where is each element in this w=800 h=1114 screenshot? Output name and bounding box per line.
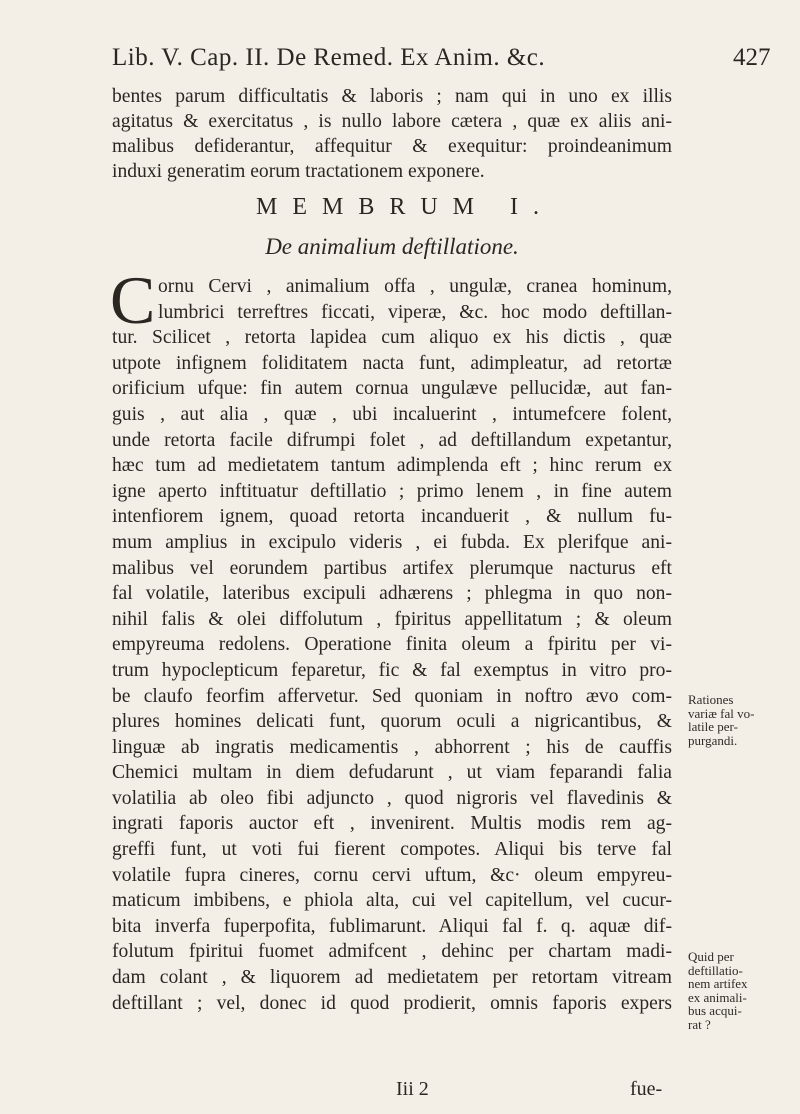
text-line: trum hypoclepticum feparetur, fic & fal exemptus in vitro pro- — [112, 659, 672, 681]
running-head: Lib. V. Cap. II. De Remed. Ex Anim. &c. — [112, 44, 546, 71]
text-line: empyreuma redolens. Operatione finita oleum a fpiritu per vi- — [112, 634, 672, 656]
margin-note-line: variæ fal vo- — [688, 705, 755, 721]
margin-note-line: Rationes — [688, 692, 734, 707]
text-line: linguæ ab ingratis medicamentis , abhorrent ; his de cauffis — [112, 736, 672, 758]
text-line: intenfiorem ignem, quoad retorta incanduerit , & nullum fu- — [112, 506, 672, 528]
margin-note-line: nem artifex — [688, 976, 748, 991]
text-line: volatilia ab oleo fibi adjuncto , quod nigroris vel flavedinis & — [112, 787, 672, 809]
text-line: maticum imbibens, e phiola alta, cui vel capitellum, vel cucur- — [112, 890, 672, 912]
page-number: 427 — [733, 44, 771, 71]
margin-note — [688, 693, 798, 747]
text-line: be claufo feorfim affervetur. Sed quoniam in noftro ævo com- — [112, 685, 672, 707]
text-line: folutum fpiritui fuomet admifcent , dehinc per chartam madi- — [112, 941, 672, 963]
main-paragraph — [112, 274, 672, 1016]
text-line: utpote infignem foliditatem nacta funt, adimpleatur, ad retortæ — [112, 352, 672, 374]
margin-note-line: latile per- — [688, 719, 738, 734]
text-line: agitatus & exercitatus , is nullo labore cætera , quæ ex aliis ani- — [112, 111, 672, 132]
text-line: malibus vel eorundem partibus artifex plerumque nacturus eft — [112, 557, 672, 579]
text-line: tur. Scilicet , retorta lapidea cum aliquo ex his dictis , quæ — [112, 327, 672, 349]
text-line: malibus defiderantur, affequitur & exequitur: proindeanimum — [112, 136, 672, 157]
margin-note-line: bus acqui- — [688, 1003, 742, 1018]
text-line: bita inverfa fuperpofita, fublimarunt. Aliqui fal f. q. aquæ dif- — [112, 915, 672, 937]
text-line: igne aperto inftituatur deftillatio ; primo lenem , in fine autem — [112, 480, 672, 502]
text-line: orificium ufque: fin autem cornua ungulæve pellucidæ, aut fan- — [112, 378, 672, 400]
text-line: ornu Cervi , animalium offa , ungulæ, cranea hominum, — [158, 276, 672, 297]
text-line: mum amplius in excipulo videris , ei fubda. Ex plerifque ani- — [112, 531, 672, 553]
catchword: fue- — [630, 1078, 663, 1100]
text-line: unde retorta facile difrumpi folet , ad deftillandum expetantur, — [112, 429, 672, 451]
text-line: dam colant , & liquorem ad medietatem per retortam vitream — [112, 967, 672, 989]
text-line: lumbrici terreftres ficcati, viperæ, &c. hoc modo deftillan- — [158, 301, 672, 323]
text-line: deftillant ; vel, donec id quod prodierit, omnis faporis expers — [112, 992, 672, 1014]
text-line: induxi generatim eorum tractationem exponere. — [112, 161, 485, 182]
section-title: MEMBRUM I. — [255, 194, 555, 220]
signature-mark: Iii 2 — [396, 1078, 429, 1100]
text-line: ingrati faporis auctor eft , invenirent. Multis modis rem ag- — [112, 813, 672, 835]
section-subtitle: De animalium deftillatione. — [265, 234, 519, 259]
text-line: greffi funt, ut voti fui fierent compotes. Aliqui bis terve fal — [112, 839, 672, 861]
margin-note-line: Quid per — [688, 949, 734, 964]
margin-note-line: deftillatio- — [688, 962, 743, 978]
text-line: guis , aut alia , quæ , ubi incaluerint , intumefcere folent, — [112, 403, 672, 425]
margin-note-line: purgandi. — [688, 732, 738, 748]
text-line: hæc tum ad medietatem tantum adimplenda eft ; hinc rerum ex — [112, 455, 672, 477]
text-line: nihil falis & olei diffolutum , fpiritus appellitatum ; & oleum — [112, 608, 672, 630]
margin-note-line: ex animali- — [688, 989, 747, 1005]
intro-paragraph — [112, 84, 672, 184]
text-line: Chemici multam in diem defudarunt , ut viam feparandi falia — [112, 762, 672, 784]
margin-note — [688, 950, 798, 1031]
text-line: bentes parum difficultatis & laboris ; nam qui in uno ex illis — [112, 86, 672, 107]
drop-cap: C — [110, 262, 156, 338]
text-line: volatile fupra cineres, cornu cervi uftum, &c· oleum empyreu- — [112, 864, 672, 886]
margin-note-line: rat ? — [688, 1016, 711, 1032]
text-line: plures homines delicati funt, quorum oculi a nigricantibus, & — [112, 711, 672, 733]
text-line: fal volatile, lateribus excipuli adhærens ; phlegma in quo non- — [112, 583, 672, 605]
